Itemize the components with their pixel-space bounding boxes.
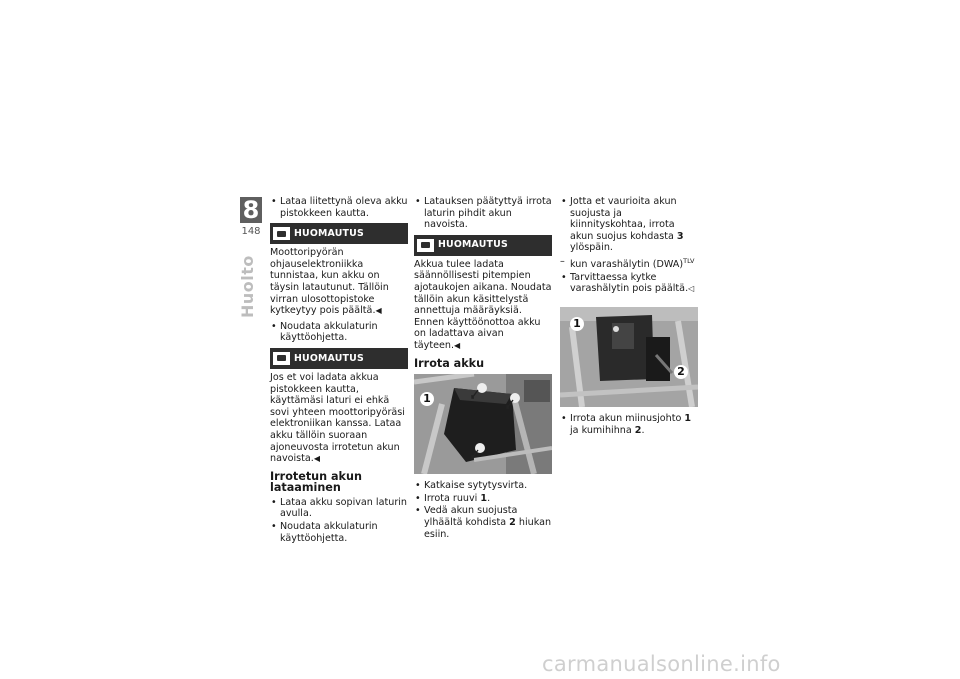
bullet-charge-with-charger: • Lataa akku sopivan laturin avulla. [270, 497, 408, 520]
bullet-charge-via-socket: • Lataa liitettynä oleva akku pistokkeen kautta. [270, 196, 408, 219]
notice-banner-1 [270, 223, 408, 244]
end-mark: ◀ [313, 454, 321, 464]
notice-banner-2 [270, 348, 408, 369]
column-3 [560, 196, 698, 437]
chapter-number: 8 [240, 197, 262, 223]
condition-alarm [560, 256, 698, 271]
bullet-avoid-damage [560, 196, 698, 254]
bullet-remove-negative-cable [560, 413, 698, 436]
ref-number: 3 [676, 230, 684, 242]
section-heading-charge-removed: Irrotetun akun lataaminen [270, 469, 362, 495]
notice-text-2 [270, 372, 408, 465]
photo-battery-cover [414, 374, 552, 474]
text: ylöspäin. [570, 242, 613, 254]
notice-text-3 [414, 259, 552, 352]
text: Vedä akun suojusta ylhäältä kohdista [424, 505, 518, 528]
text: ja kumihihna [570, 424, 635, 436]
text: . [487, 492, 491, 504]
bullet-remove-screw [414, 493, 552, 505]
bullet-follow-instructions-2: • Noudata akkulaturin käyttöohjetta. [270, 521, 408, 544]
notice-text-2-body: Jos et voi ladata akkua pistokkeen kautta, käyttämäsi laturi ei ehkä sovi yhteen moottoripyöräsi elektroniikan kanssa. Lataa akku tällöin suoraan ajoneuvosta irrotetun akun navoista. [270, 371, 405, 465]
notice-text-1-body: Moottoripyörän ohjauselektroniikka tunnistaa, kun akku on täysin latautunut. Tällöin virran ulosottopistoke kytkeytyy pois päältä. [270, 247, 389, 317]
photo-callout-1: 1 [420, 392, 434, 406]
photo-battery-cover-drawing [414, 374, 552, 474]
bullet-disable-alarm [560, 272, 698, 295]
column-2 [414, 196, 552, 541]
text: hiukan esiin. [424, 516, 552, 540]
notice-label: HUOMAUTUS [438, 239, 508, 251]
page-number: 148 [241, 226, 261, 237]
notice-label: HUOMAUTUS [294, 352, 364, 364]
text: Jotta et vaurioita akun suojusta ja kiinnityskohtaa, irrota akun suojus kohdasta [570, 196, 677, 242]
end-mark-open: ◁ [688, 284, 695, 294]
bullet-pull-cover [414, 505, 552, 540]
text: Irrota ruuvi [424, 492, 481, 504]
photo-callout-2: 2 [674, 365, 688, 379]
pointing-hand-icon [273, 352, 290, 365]
ref-number: 1 [480, 492, 488, 504]
ref-number: 2 [634, 424, 642, 436]
pointing-hand-icon [417, 239, 434, 252]
ref-number: 2 [509, 516, 516, 528]
text: Tarvittaessa kytke varashälytin pois päältä. [570, 271, 689, 295]
ref-number: 1 [684, 412, 692, 424]
pointing-hand-icon [273, 227, 290, 240]
notice-banner-3 [414, 235, 552, 256]
notice-label: HUOMAUTUS [294, 227, 364, 239]
photo-battery-terminal [560, 307, 698, 407]
watermark: carmanualsonline.info [542, 652, 781, 676]
photo-callout-1: 1 [570, 317, 584, 331]
bullet-switch-off-ignition: • Katkaise sytytysvirta. [414, 480, 552, 492]
notice-text-3-body: Akkua tulee ladata säännöllisesti pitempien ajotaukojen aikana. Noudata tällöin akun käsittelystä annettuja määräyksiä. Ennen käyttöönottoa akku on ladattava aivan täyteen. [414, 258, 552, 351]
section-heading-remove-battery: Irrota akku [414, 356, 485, 370]
column-1 [270, 196, 408, 545]
end-mark: ◀ [454, 340, 461, 350]
notice-text-1 [270, 247, 408, 317]
text: . [641, 424, 645, 436]
option-mark: TLV [683, 256, 695, 265]
chapter-title: Huolto [238, 255, 257, 318]
bullet-follow-instructions: • Noudata akkulaturin käyttöohjetta. [270, 321, 408, 344]
text: Irrota akun miinusjohto [570, 412, 685, 424]
end-mark: ◀ [375, 306, 382, 316]
text: kun varashälytin (DWA) [570, 259, 684, 271]
bullet-remove-clamps: • Latauksen päätyttyä irrota laturin pihdit akun navoista. [414, 196, 552, 231]
